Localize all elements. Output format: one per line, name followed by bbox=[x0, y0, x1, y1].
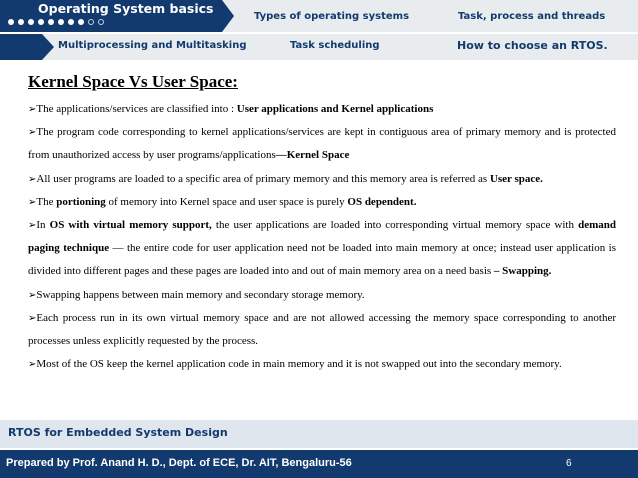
bullet-5: ➢In OS with virtual memory support, the user applications are loaded into corresponding virtual memory space with demand paging technique — the entire code for user application need not be loaded into main memory at once; instead user application is divided into different pages and these pages are loaded into and out of main memory area on a need basis – Swapping. bbox=[28, 219, 616, 278]
progress-dot-filled[interactable] bbox=[48, 19, 54, 25]
arrow-bullet-icon: ➢ bbox=[28, 127, 37, 139]
bullet-1: ➢The applications/services are classified into : User applications and Kernel applications bbox=[28, 103, 434, 115]
nav-link-types-of-os[interactable]: Types of operating systems bbox=[254, 11, 410, 22]
progress-dot-filled[interactable] bbox=[38, 19, 44, 25]
arrow-bullet-icon: ➢ bbox=[28, 173, 37, 185]
nav-link-task-process-threads[interactable]: Task, process and threads bbox=[458, 11, 606, 22]
bullet-6: ➢Swapping happens between main memory and secondary storage memory. bbox=[28, 288, 365, 301]
nav-link-multiprocessing[interactable]: Multiprocessing and Multitasking bbox=[58, 40, 247, 51]
bullet-2: ➢The program code corresponding to kernel applications/services are kept in contiguous area of primary memory and is protected from unauthorized access by user programs/applications—Kernel Space bbox=[28, 126, 616, 162]
section-title[interactable]: Operating System basics bbox=[38, 1, 214, 16]
arrow-bullet-icon: ➢ bbox=[28, 359, 37, 371]
author-credit: Prepared by Prof. Anand H. D., Dept. of ECE, Dr. AIT, Bengaluru-56 bbox=[6, 457, 352, 469]
arrow-bullet-icon: ➢ bbox=[28, 196, 37, 208]
bullet-3: ➢All user programs are loaded to a specific area of primary memory and this memory area is referred as User space. bbox=[28, 172, 543, 185]
progress-dot-filled[interactable] bbox=[68, 19, 74, 25]
progress-dot-filled[interactable] bbox=[18, 19, 24, 25]
slide-body bbox=[28, 98, 616, 376]
progress-dot-filled[interactable] bbox=[58, 19, 64, 25]
arrow-bullet-icon: ➢ bbox=[28, 104, 37, 115]
progress-dot-filled[interactable] bbox=[78, 19, 84, 25]
bullet-8: ➢Most of the OS keep the kernel application code in main memory and it is not swapped out into the secondary memory. bbox=[28, 358, 562, 371]
page-number: 6 bbox=[566, 458, 572, 469]
slide-progress-dots bbox=[8, 19, 104, 25]
slide-heading: Kernel Space Vs User Space: bbox=[28, 72, 238, 91]
progress-dot-filled[interactable] bbox=[8, 19, 14, 25]
bullet-7: ➢Each process run in its own virtual memory space and are not allowed accessing the memory space corresponding to another processes unless explicitly requested by the process. bbox=[28, 311, 616, 348]
nav-link-choose-rtos[interactable]: How to choose an RTOS. bbox=[457, 39, 608, 52]
nav-link-task-scheduling[interactable]: Task scheduling bbox=[290, 40, 380, 51]
progress-dot-empty[interactable] bbox=[98, 19, 104, 25]
progress-dot-empty[interactable] bbox=[88, 19, 94, 25]
arrow-bullet-icon: ➢ bbox=[28, 289, 37, 301]
arrow-bullet-icon: ➢ bbox=[28, 312, 37, 324]
course-title: RTOS for Embedded System Design bbox=[8, 426, 228, 439]
bullet-4: ➢The portioning of memory into Kernel space and user space is purely OS dependent. bbox=[28, 195, 417, 208]
progress-dot-filled[interactable] bbox=[28, 19, 34, 25]
arrow-bullet-icon: ➢ bbox=[28, 220, 37, 232]
